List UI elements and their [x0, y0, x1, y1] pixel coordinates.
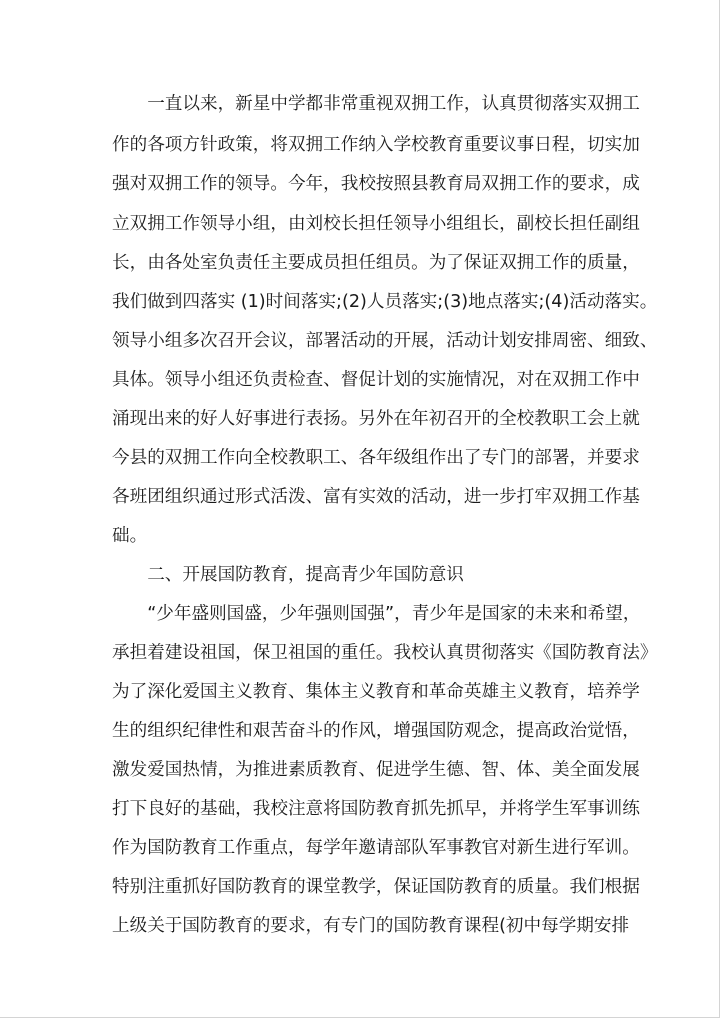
body-text-line: 各班团组织通过形式活泼、富有实效的活动，进一步打牢双拥工作基: [112, 487, 640, 507]
body-text-line: 我们做到四落实 (1)时间落实;(2)人员落实;(3)地点落实;(4)活动落实。: [112, 292, 658, 312]
body-text-line: 长，由各处室负责任主要成员担任组员。为了保证双拥工作的质量，: [112, 253, 640, 273]
body-text-line: 作为国防教育工作重点，每学年邀请部队军事教官对新生进行军训。: [112, 838, 640, 858]
body-text-line: 特别注重抓好国防教育的课堂教学，保证国防教育的质量。我们根据: [112, 877, 640, 897]
body-text-line: 立双拥工作领导小组，由刘校长担任领导小组组长，副校长担任副组: [112, 214, 640, 234]
body-text-line: 领导小组多次召开会议，部署活动的开展，活动计划安排周密、细致、: [112, 331, 658, 351]
body-text-line: 为了深化爱国主义教育、集体主义教育和革命英雄主义教育，培养学: [112, 682, 640, 702]
body-text-line: “少年盛则国盛，少年强则国强”，青少年是国家的未来和希望，: [112, 604, 641, 624]
body-text-line: 打下良好的基础，我校注意将国防教育抓先抓早，并将学生军事训练: [112, 799, 640, 819]
body-text-line: 今县的双拥工作向全校教职工、各年级组作出了专门的部署，并要求: [112, 448, 640, 468]
body-text-line: 作的各项方针政策，将双拥工作纳入学校教育重要议事日程，切实加: [112, 135, 640, 155]
body-text-line: 承担着建设祖国，保卫祖国的重任。我校认真贯彻落实《国防教育法》: [112, 643, 658, 663]
body-text-line: 涌现出来的好人好事进行表扬。另外在年初召开的全校教职工会上就: [112, 409, 640, 429]
body-text-line: 强对双拥工作的领导。今年，我校按照县教育局双拥工作的要求，成: [112, 174, 640, 194]
body-text-line: 激发爱国热情，为推进素质教育、促进学生德、智、体、美全面发展: [112, 760, 640, 780]
body-text-line: 上级关于国防教育的要求，有专门的国防教育课程(初中每学期安排: [112, 916, 630, 936]
body-text-line: 础。: [112, 526, 148, 546]
body-text-line: 生的组织纪律性和艰苦奋斗的作风，增强国防观念，提高政治觉悟，: [112, 721, 640, 741]
body-text-line: 一直以来，新星中学都非常重视双拥工作，认真贯彻落实双拥工: [112, 94, 640, 114]
body-text-line: 具体。领导小组还负责检查、督促计划的实施情况，对在双拥工作中: [112, 370, 640, 390]
section-heading: 二、开展国防教育，提高青少年国防意识: [112, 565, 464, 585]
